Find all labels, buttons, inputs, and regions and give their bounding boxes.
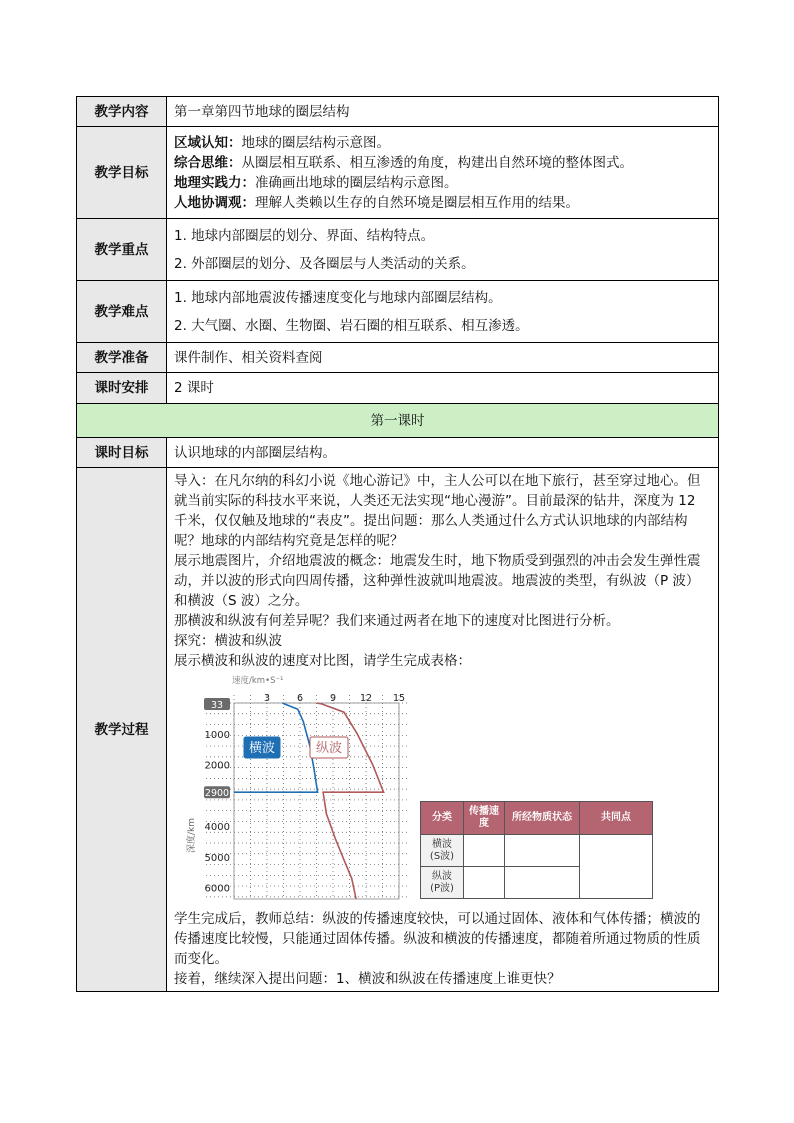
y-tick-label: 1000 — [204, 729, 230, 741]
y-tick-label: 2900 — [204, 788, 230, 800]
hours-label: 课时安排 — [77, 373, 167, 404]
wave-speed-chart — [186, 673, 411, 909]
difficulties-label: 教学难点 — [77, 281, 167, 343]
wave-blank-cell[interactable] — [464, 835, 505, 867]
y-axis-title: 深度/km — [187, 817, 197, 853]
plot-frame — [234, 703, 399, 899]
process-label: 教学过程 — [77, 468, 167, 992]
process-paragraph: 探究：横波和纵波 — [174, 633, 282, 649]
x-tick-label: 9 — [329, 693, 337, 704]
key-points-label: 教学重点 — [77, 219, 167, 281]
key-point-item: 1. 地球内部圈层的划分、界面、结构特点。 — [174, 227, 435, 244]
key-points-cell — [167, 219, 719, 281]
goals-label: 教学目标 — [77, 127, 167, 219]
series-line-p-wave — [317, 703, 384, 899]
wave-row-s: 横波 (S波) — [421, 835, 464, 867]
wave-blank-cell[interactable] — [464, 867, 505, 899]
goals-cell — [167, 127, 719, 219]
wave-comparison-table — [420, 801, 653, 899]
difficulties-cell — [167, 281, 719, 343]
x-tick-label: 6 — [296, 693, 304, 704]
legend-label: 横波 — [248, 741, 276, 756]
x-tick-label: 12 — [359, 693, 373, 704]
process-cell — [167, 468, 719, 992]
goal-item: 地理实践力：准确画出地球的圈层结构示意图。 — [174, 174, 458, 191]
x-tick-label: 15 — [392, 693, 406, 704]
wave-row-p: 纵波 (P波) — [421, 867, 464, 899]
wave-header-common: 共同点 — [580, 802, 653, 835]
y-tick-label: 33 — [210, 700, 224, 712]
process-paragraph: 接着，继续深入提出问题：1、横波和纵波在传播速度上谁更快？ — [174, 971, 561, 987]
process-paragraph: 学生完成后，教师总结：纵波的传播速度较快，可以通过固体、液体和气体传播；横波的传播速度比较慢，只能通过固体传播。纵波和横波的传播速度，都随着所通过物质的性质而变化。 — [174, 911, 701, 967]
difficulty-item: 1. 地球内部地震波传播速度变化与地球内部圈层结构。 — [174, 289, 502, 306]
session-goal-label: 课时目标 — [77, 438, 167, 468]
legend-label: 纵波 — [315, 741, 343, 756]
prep-value: 课件制作、相关资料查阅 — [167, 343, 719, 373]
prep-label: 教学准备 — [77, 343, 167, 373]
goal-item: 人地协调观：理解人类赖以生存的自然环境是圈层相互作用的结果。 — [174, 194, 579, 211]
process-paragraph: 导入：在凡尔纳的科幻小说《地心游记》中，主人公可以在地下旅行，甚至穿过地心。但就当前实际的科技水平来说，人类还无法实现“地心漫游”。目前最深的钻井，深度为 12 千米，仅仅触及地球的“表皮”。提出问题：那么人类通过什么方式认识地球的内部结构呢？地球的内部结构究竟是怎样的呢？ — [174, 473, 701, 549]
lesson-plan-table — [76, 96, 719, 992]
y-tick-label: 5000 — [204, 852, 230, 864]
y-tick-label: 6000 — [204, 883, 230, 895]
session-header: 第一课时 — [77, 404, 719, 438]
wave-header-type: 分类 — [421, 802, 464, 835]
content-value: 第一章第四节地球的圈层结构 — [167, 97, 719, 127]
content-label: 教学内容 — [77, 97, 167, 127]
process-paragraph: 那横波和纵波有何差异呢？我们来通过两者在地下的速度对比图进行分析。 — [174, 613, 620, 629]
y-tick-label: 2000 — [204, 760, 230, 772]
process-paragraph: 展示地震图片，介绍地震波的概念：地震发生时，地下物质受到强烈的冲击会发生弹性震动，并以波的形式向四周传播，这种弹性波就叫地震波。地震波的类型，有纵波（P 波）和横波（S 波）之分。 — [174, 553, 701, 609]
wave-blank-cell[interactable] — [580, 835, 653, 899]
wave-blank-cell[interactable] — [505, 835, 580, 867]
x-axis-title: 速度/km•S⁻¹ — [232, 676, 284, 686]
difficulty-item: 2. 大气圈、水圈、生物圈、岩石圈的相互联系、相互渗透。 — [174, 317, 529, 334]
hours-value: 2 课时 — [167, 373, 719, 404]
x-tick-label: 3 — [263, 693, 271, 704]
process-paragraph: 展示横波和纵波的速度对比图，请学生完成表格： — [174, 653, 471, 669]
y-tick-label: 4000 — [204, 822, 230, 834]
goal-item: 区域认知：地球的圈层结构示意图。 — [174, 134, 390, 151]
wave-header-speed: 传播速度 — [464, 802, 505, 835]
goal-item: 综合思维：从圈层相互联系、相互渗透的角度，构建出自然环境的整体图式。 — [174, 154, 633, 171]
key-point-item: 2. 外部圈层的划分、及各圈层与人类活动的关系。 — [174, 255, 475, 272]
seismic-wave-figure — [174, 673, 711, 909]
session-goal-value: 认识地球的内部圈层结构。 — [167, 438, 719, 468]
wave-header-medium: 所经物质状态 — [505, 802, 580, 835]
wave-blank-cell[interactable] — [505, 867, 580, 899]
